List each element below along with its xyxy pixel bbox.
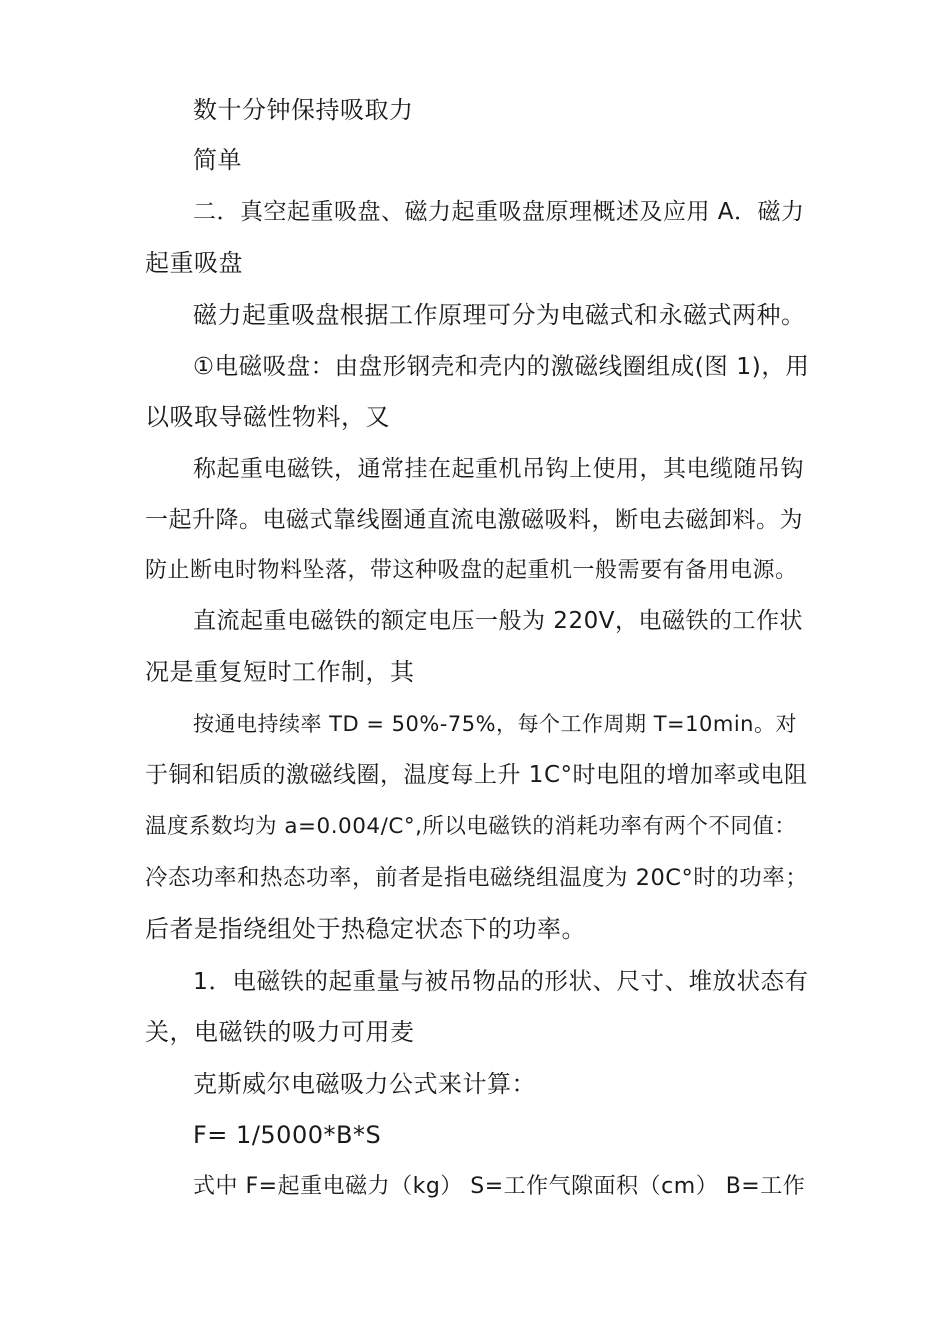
text-line: 简单 xyxy=(193,146,242,174)
text-line: 况是重复短时工作制，其 xyxy=(145,658,415,686)
text-line: 按通电持续率 TD = 50%-75%，每个工作周期 T=10min。对 xyxy=(193,712,797,736)
section-heading: 二．真空起重吸盘、磁力起重吸盘原理概述及应用 A．磁力 xyxy=(193,199,805,225)
text-line: 磁力起重吸盘根据工作原理可分为电磁式和永磁式两种。 xyxy=(193,301,806,329)
text-line: 1．电磁铁的起重量与被吊物品的形状、尺寸、堆放状态有 xyxy=(193,967,809,995)
text-line: 关，电磁铁的吸力可用麦 xyxy=(145,1018,415,1046)
text-line: 于铜和铝质的激磁线圈，温度每上升 1C°时电阻的增加率或电阻 xyxy=(145,762,808,788)
text-line: 称起重电磁铁，通常挂在起重机吊钩上使用，其电缆随吊钩 xyxy=(193,456,804,482)
text-line: 一起升降。电磁式靠线圈通直流电激磁吸料，断电去磁卸料。为 xyxy=(145,507,803,533)
text-line: ①电磁吸盘：由盘形钢壳和壳内的激磁线圈组成(图 1)，用 xyxy=(193,352,810,380)
text-line: 冷态功率和热态功率，前者是指电磁绕组温度为 20C°时的功率； xyxy=(145,865,809,891)
text-line: 直流起重电磁铁的额定电压一般为 220V，电磁铁的工作状 xyxy=(193,608,803,634)
text-line: 温度系数均为 a=0.004/C°,所以电磁铁的消耗功率有两个不同值： xyxy=(145,814,797,839)
text-line: 后者是指绕组处于热稳定状态下的功率。 xyxy=(145,915,586,943)
text-line: 防止断电时物料坠落，带这种吸盘的起重机一般需要有备用电源。 xyxy=(145,558,798,583)
text-line: 克斯威尔电磁吸力公式来计算： xyxy=(193,1070,536,1098)
section-heading: 起重吸盘 xyxy=(145,249,243,277)
text-line: 式中 F=起重电磁力（kg） S=工作气隙面积（cm） B=工作 xyxy=(193,1174,806,1199)
text-line: 数十分钟保持吸取力 xyxy=(193,96,414,124)
text-line: 以吸取导磁性物料，又 xyxy=(145,403,390,431)
formula: F= 1/5000*B*S xyxy=(193,1121,382,1149)
